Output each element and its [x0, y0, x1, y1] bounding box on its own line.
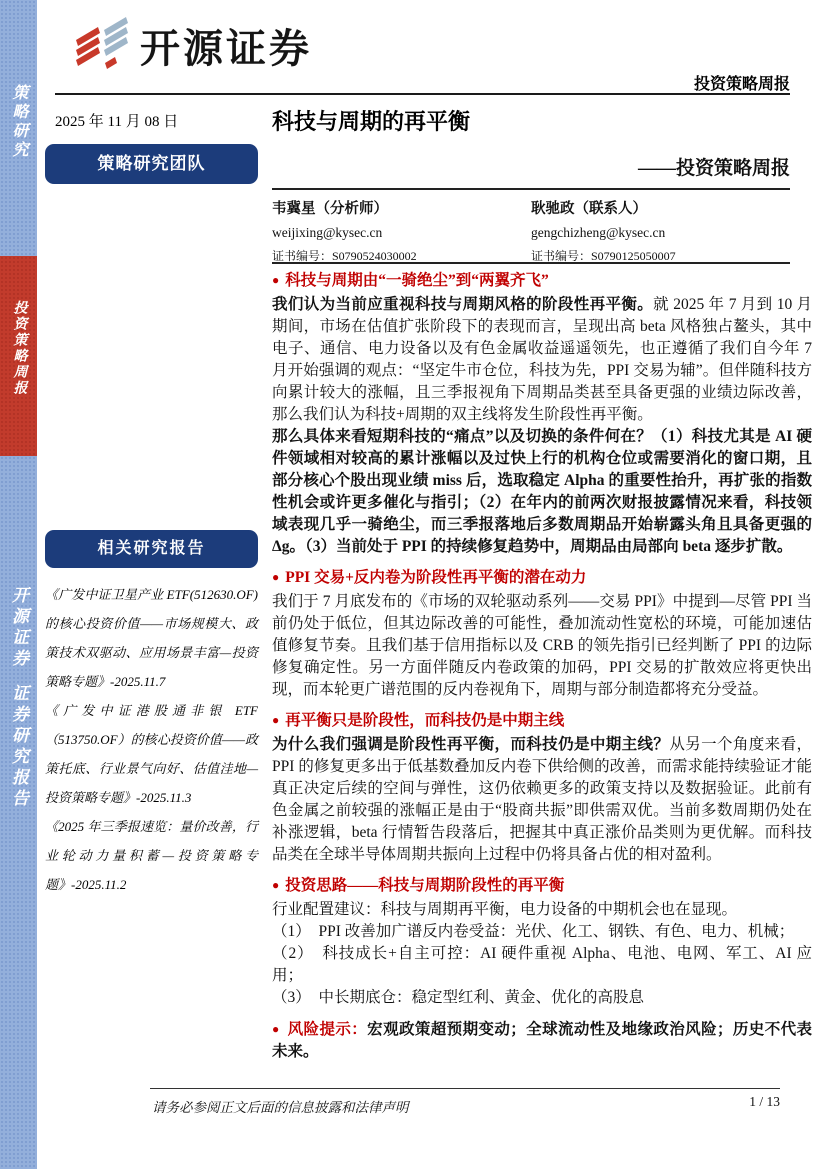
report-section: [272, 875, 812, 1009]
analyst-primary: [272, 197, 531, 264]
sidebar-label-company: 开源证券: [9, 586, 28, 670]
report-title: 科技与周期的再平衡: [272, 109, 471, 134]
report-section: [272, 270, 812, 558]
text-segment: 那么具体来看短期科技的“痛点”以及切换的条件何在？（1）科技尤其是 AI 硬件领域相对较高的累计涨幅以及过快上行的机构仓位或需要消化的窗口期，且部分核心个股出现业绩 miss 后，选取稳定 Alpha 的重要性抬升，再扩张的指数性机会或许更多催化与指引；（2）在年内的前两次财报披露情况来看，科技领域表现几乎一骑绝尘，而三季报落地后多数周期品开始崭露头角且具备更强的Δg。（3）当前处于 PPI 的持续修复趋势中，周期品由局部向 beta 逐步扩散。: [272, 428, 812, 555]
section-heading-text: 投资思路——科技与周期阶段性的再平衡: [285, 877, 565, 894]
sidebar-label-weekly-report: [0, 300, 37, 396]
text-segment: 我们于 7 月底发布的《市场的双轮驱动系列——交易 PPI》中提到—尽管 PPI 当前仍处于低位，但其边际改善的可能性，叠加流动性宽松的环境，可能加速估值修复节奏。且我们基于信用指标以及 CRB 的领先指引已经判断了 PPI 的边际修复确定性。另一方面伴随反内卷政策的加码，PPI 交易的扩散效应将更快出现，而本轮更广谱范围的反内卷视角下，周期与部分制造都将充分受益。: [272, 593, 812, 698]
analyst-name: 耿驰政（联系人）: [531, 201, 647, 217]
bullet-icon: ●: [272, 273, 280, 287]
section-heading-text: PPI 交易+反内卷为阶段性再平衡的潜在动力: [285, 569, 587, 586]
body-paragraph: [272, 294, 812, 426]
text-segment: （2） 科技成长+自主可控：AI 硬件重视 Alpha、电池、电网、军工、AI 应用；: [272, 945, 812, 984]
report-section: [272, 567, 812, 701]
sidebar-label-report-type: 证券研究报告: [9, 684, 28, 810]
team-badge[interactable]: 策略研究团队: [45, 144, 258, 184]
analyst-contact: [531, 197, 790, 264]
sidebar-label-top-text: 策略研究: [10, 84, 27, 160]
risk-text: 宏观政策超预期变动；全球流动性及地缘政治风险；历史不代表未来。: [272, 1021, 812, 1060]
body-paragraph: [272, 899, 812, 921]
footer-disclaimer: 请务必参阅正文后面的信息披露和法律声明: [152, 1100, 409, 1115]
report-body: [272, 270, 812, 1063]
analyst-email[interactable]: gengchizheng@kysec.cn: [531, 225, 666, 240]
left-sidebar-strip: [0, 0, 37, 1169]
body-paragraph: [272, 426, 812, 558]
report-subtitle: ——投资策略周报: [637, 158, 790, 179]
page-number: 1 / 13: [749, 1094, 780, 1109]
bullet-icon: ●: [272, 878, 280, 892]
kaiyuan-stripes-icon: [74, 16, 132, 74]
analyst-name: 韦冀星（分析师）: [272, 201, 388, 217]
sidebar-label-mid-text: 投资策略周报: [11, 300, 27, 396]
bullet-icon: ●: [272, 1022, 280, 1036]
section-heading-text: 科技与周期由“一骑绝尘”到“两翼齐飞”: [285, 272, 549, 289]
body-paragraph: [272, 921, 812, 943]
report-date: 2025 年 11 月 08 日: [55, 114, 179, 130]
text-segment: 为什么我们强调是阶段性再平衡，而科技仍是中期主线？: [272, 736, 670, 753]
section-heading-text: 再平衡只是阶段性，而科技仍是中期主线: [285, 712, 565, 729]
body-paragraph: [272, 734, 812, 866]
text-segment: 就 2025 年 7 月到 10 月期间，市场在估值扩张阶段下的表现而言，呈现出高 beta 风格独占鳌头，其中电子、通信、电力设备以及有色金属收益遥遥领先，也正遵循了我们自今年 7 月开始强调的观点：“坚定牛市仓位，科技为先，PPI 交易为辅”。但伴随科技方向累计较大的涨幅，且三季报视角下周期品类甚至具备更强的业绩边际改善，那么我们认为科技+周期的双主线将发生阶段性再平衡。: [272, 296, 812, 423]
text-segment: 我们认为当前应重视科技与周期风格的阶段性再平衡。: [272, 296, 654, 313]
sections-container: [272, 270, 812, 1009]
related-reports-badge[interactable]: 相关研究报告: [45, 530, 258, 568]
text-segment: 从另一个角度来看，PPI 的修复更多出于低基数叠加反内卷下供给侧的改善，而需求能持续验证才能真正决定后续的空间与弹性，这仍依赖更多的政策支持以及数据验证。此前有色金属之前较强的涨幅正是由于“股商共振”即供需双优。当前多数周期仍处在补涨逻辑，beta 行情暂告段落后，把握其中真正涨价品类则为更优解。而科技品类在全球半导体周期共振向上过程中仍将具备占优的相对盈利。: [272, 736, 812, 863]
bullet-icon: ●: [272, 570, 280, 584]
analyst-cert: 证书编号：S0790524030002: [272, 249, 417, 263]
analyst-block: [272, 197, 790, 264]
related-reports: [45, 530, 258, 899]
risk-label: 风险提示：: [287, 1021, 368, 1038]
bullet-icon: ●: [272, 713, 280, 727]
body-paragraph: [272, 591, 812, 701]
text-segment: （1） PPI 改善加广谱反内卷受益：光伏、化工、钢铁、有色、电力、机械；: [272, 923, 795, 940]
report-section: [272, 710, 812, 866]
section-heading: [272, 567, 812, 588]
section-heading: [272, 270, 812, 291]
text-segment: （3） 中长期底仓：稳定型红利、黄金、优化的高股息: [272, 989, 645, 1006]
header-divider: [55, 93, 790, 95]
section-heading: [272, 875, 812, 896]
brand-logo: [74, 16, 312, 74]
analyst-email[interactable]: weijixing@kysec.cn: [272, 225, 383, 240]
body-paragraph: [272, 943, 812, 987]
analyst-cert: 证书编号：S0790125050007: [531, 249, 676, 263]
section-heading: [272, 710, 812, 731]
subtitle-divider: [272, 188, 790, 190]
sidebar-label-company-research: [0, 586, 37, 810]
related-report-item[interactable]: 《广发中证卫星产业 ETF(512630.OF)的核心投资价值——市场规模大、政策技术双驱动、应用场景丰富—投资策略专题》-2025.11.7: [45, 587, 258, 689]
related-report-item[interactable]: 《2025 年三季报速览：量价改善，行业轮动力量积蓄—投资策略专题》-2025.11.2: [45, 819, 258, 892]
brand-name: 开源证券: [140, 26, 312, 71]
analyst-divider: [272, 262, 790, 264]
related-report-item[interactable]: 《广发中证港股通非银 ETF（513750.OF）的核心投资价值——政策托底、行业景气向好、估值洼地—投资策略专题》-2025.11.3: [45, 703, 258, 805]
sidebar-label-strategy-research: [0, 84, 37, 160]
sidebar-label-bot-text: [6, 586, 31, 810]
body-paragraph: [272, 987, 812, 1009]
text-segment: 行业配置建议：科技与周期再平衡，电力设备的中期机会也在显现。: [272, 901, 738, 918]
risk-section: [272, 1018, 812, 1063]
header-report-type: 投资策略周报: [693, 76, 790, 93]
footer-divider: [150, 1088, 780, 1089]
